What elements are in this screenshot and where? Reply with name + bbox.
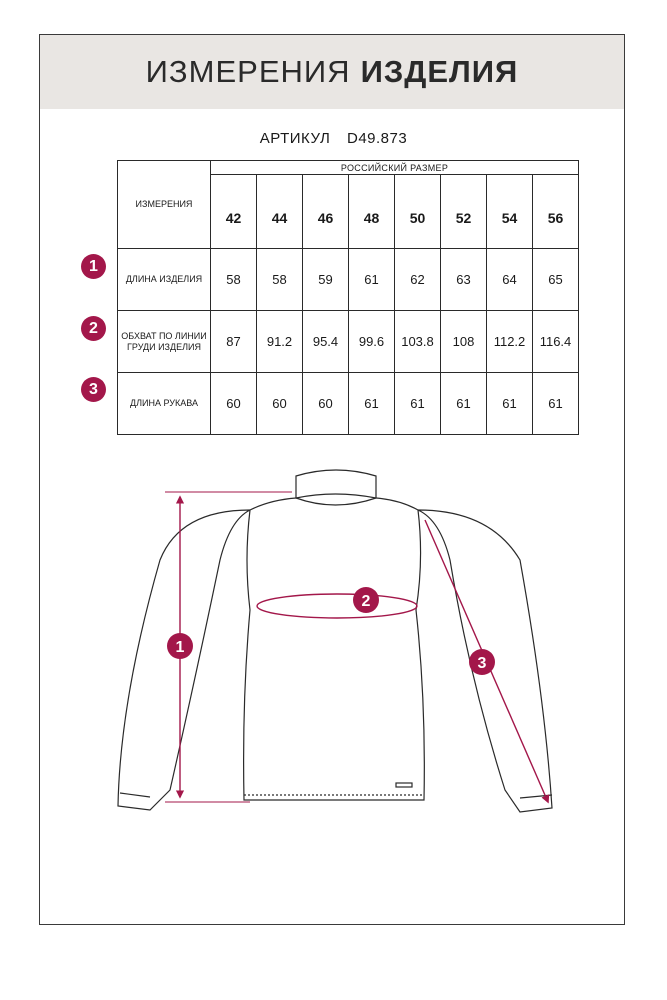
row-label: ОБХВАТ ПО ЛИНИИ ГРУДИ ИЗДЕЛИЯ — [118, 311, 211, 373]
table-cell: 61 — [349, 373, 395, 435]
table-cell: 108 — [441, 311, 487, 373]
table-cell: 91.2 — [257, 311, 303, 373]
table-cell: 59 — [303, 249, 349, 311]
size-header: РОССИЙСКИЙ РАЗМЕР — [211, 161, 579, 175]
row-number-badge: 1 — [81, 254, 106, 279]
table-cell: 62 — [395, 249, 441, 311]
marker-1-label: 1 — [175, 639, 185, 656]
row-number-badge: 2 — [81, 316, 106, 341]
table-cell: 60 — [211, 373, 257, 435]
table-cell: 61 — [487, 373, 533, 435]
row-label: ДЛИНА ИЗДЕЛИЯ — [118, 249, 211, 311]
size-cell: 54 — [487, 175, 533, 249]
table-cell: 65 — [533, 249, 579, 311]
table-cell: 99.6 — [349, 311, 395, 373]
measure-header: ИЗМЕРЕНИЯ — [118, 161, 211, 249]
table-cell: 61 — [441, 373, 487, 435]
table-cell: 60 — [303, 373, 349, 435]
table-cell: 64 — [487, 249, 533, 311]
table-cell: 112.2 — [487, 311, 533, 373]
marker-2-label: 2 — [361, 593, 371, 610]
measurement-lines — [165, 492, 548, 802]
table-cell: 58 — [211, 249, 257, 311]
size-cell: 50 — [395, 175, 441, 249]
size-cell: 44 — [257, 175, 303, 249]
title-light: ИЗМЕРЕНИЯ — [145, 54, 351, 89]
article-code: D49.873 — [347, 130, 408, 147]
size-cell: 46 — [303, 175, 349, 249]
size-cell: 52 — [441, 175, 487, 249]
table-cell: 63 — [441, 249, 487, 311]
marker-3-label: 3 — [477, 655, 487, 672]
table-cell: 60 — [257, 373, 303, 435]
table-cell: 103.8 — [395, 311, 441, 373]
title-bold: ИЗДЕЛИЯ — [360, 54, 519, 89]
row-label: ДЛИНА РУКАВА — [118, 373, 211, 435]
table-cell: 116.4 — [533, 311, 579, 373]
table-cell: 61 — [395, 373, 441, 435]
article-label: АРТИКУЛ — [259, 130, 331, 147]
row-number-badge: 3 — [81, 377, 106, 402]
diagram-markers — [167, 587, 495, 675]
size-cell: 42 — [211, 175, 257, 249]
table-cell: 87 — [211, 311, 257, 373]
table-cell: 61 — [533, 373, 579, 435]
size-cell: 48 — [349, 175, 395, 249]
table-cell: 95.4 — [303, 311, 349, 373]
table-cell: 58 — [257, 249, 303, 311]
size-cell: 56 — [533, 175, 579, 249]
table-cell: 61 — [349, 249, 395, 311]
